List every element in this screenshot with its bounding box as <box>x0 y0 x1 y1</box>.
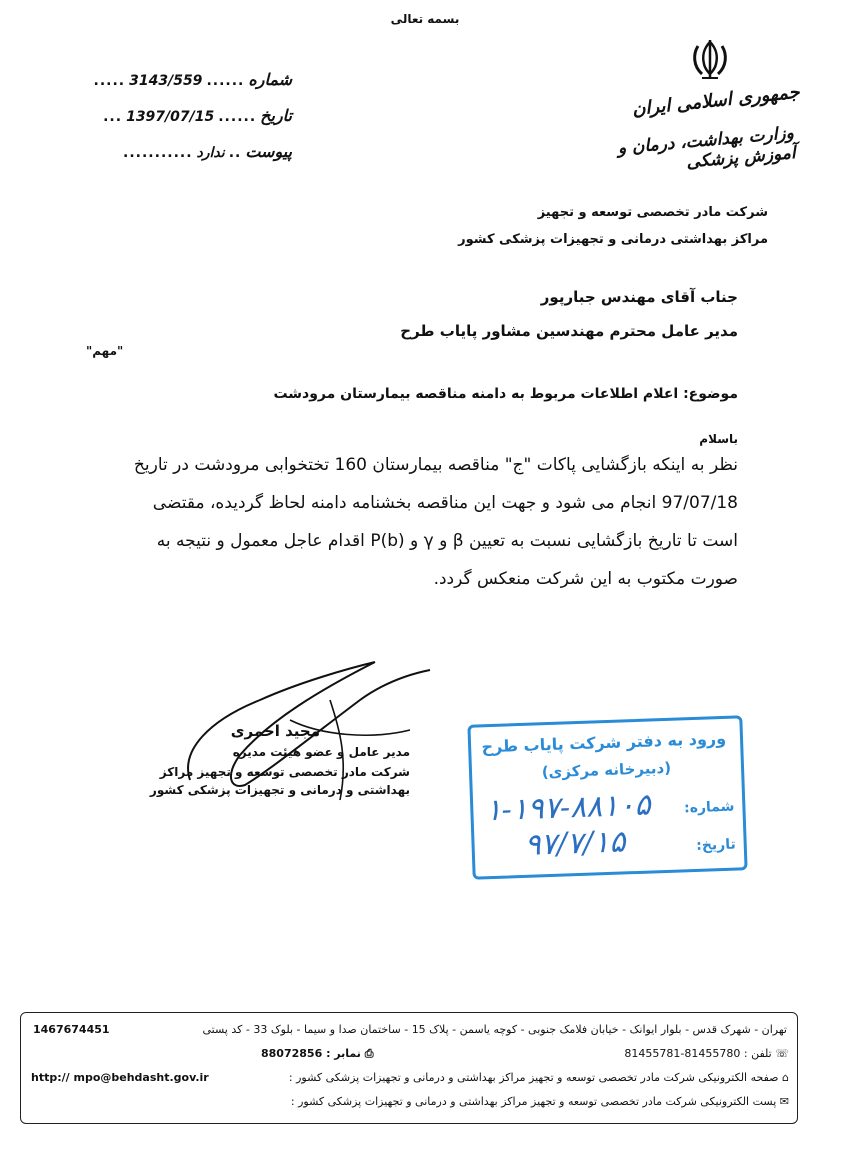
attachment-value: ندارد <box>196 145 225 161</box>
attachment-label: پیوست <box>245 142 292 161</box>
receipt-stamp <box>467 715 747 880</box>
signer-name: مجید احمری <box>230 722 320 740</box>
email-label: پست الکترونیکی شرکت مادر تخصصی توسعه و تجهیز مراکز بهداشتی و درمانی و تجهیزات پزشکی کشور : <box>290 1095 777 1108</box>
website-value: http:// mpo@behdasht.gov.ir <box>31 1071 209 1084</box>
number-value: 3143/559 <box>129 73 203 89</box>
dots: ...... <box>206 73 245 89</box>
web-icon: ⌂ <box>782 1071 789 1084</box>
footer-contact-box <box>20 1012 798 1124</box>
stamp-title: ورود به دفتر شرکت پایاب طرح <box>481 728 727 757</box>
organization-line-1: شرکت مادر تخصصی توسعه و تجهیز <box>537 205 768 220</box>
iran-emblem-icon <box>690 38 730 80</box>
subject-text: اعلام اطلاعات مربوط به دامنه مناقصه بیمارستان مرودشت <box>273 386 679 402</box>
signer-role-1: مدیر عامل و عضو هیئت مدیره <box>232 745 410 759</box>
dots: ...... <box>218 109 257 125</box>
letter-body <box>98 446 738 598</box>
fax-row <box>261 1047 374 1061</box>
bismillah-heading: بسمه تعالی <box>390 12 460 26</box>
government-title: جمهوری اسلامی ایران <box>631 81 801 121</box>
priority-mark: "مهم" <box>86 344 124 358</box>
signer-role-2: شرکت مادر تخصصی توسعه و تجهیز مراکز <box>159 765 410 779</box>
fax-label: نمابر : <box>326 1047 361 1060</box>
stamp-subtitle: (دبیرخانه مرکزی) <box>541 758 672 782</box>
phone-label: تلفن : <box>743 1047 772 1060</box>
attachment-row <box>92 142 292 161</box>
ministry-title: وزارت بهداشت، درمان و آموزش پزشکی <box>617 123 797 173</box>
dots: ..... <box>93 73 126 89</box>
subject-line <box>273 386 738 402</box>
number-label: شماره <box>248 70 292 89</box>
phone-icon: ☏ <box>775 1047 789 1060</box>
website-row <box>289 1071 789 1084</box>
stamp-date-value: ۹۷/۷/۱۵ <box>524 824 626 863</box>
organization-line-2: مراکز بهداشتی درمانی و تجهیزات پزشکی کشور <box>458 232 768 247</box>
body-line: نظر به اینکه بازگشایی پاکات "ج" مناقصه بیمارستان 160 تختخوابی مرودشت در تاریخ <box>133 455 738 475</box>
letter-date-row <box>92 106 292 125</box>
body-line: صورت مکتوب به این شرکت منعکس گردد. <box>433 569 738 589</box>
addressee-name: جناب آقای مهندس جبارپور <box>540 288 738 306</box>
dots: ........... <box>123 145 193 161</box>
body-line: است تا تاریخ بازگشایی نسبت به تعیین β و γ و P(b) اقدام عاجل معمول و نتیجه به <box>156 531 738 551</box>
fax-icon: ⎙ <box>364 1047 374 1060</box>
letter-number-row <box>92 70 292 89</box>
greeting: باسلام <box>699 432 738 446</box>
date-value: 1397/07/15 <box>126 109 215 125</box>
footer-address: تهران - شهرک قدس - بلوار ایوانک - خیابان فلامک جنوبی - کوچه یاسمن - پلاک 15 - ساختمان صدا و سیما - بلوک 33 - کد پستی <box>202 1023 787 1036</box>
body-line: 97/07/18 انجام می شود و جهت این مناقصه بخشنامه دامنه لحاظ گردیده، مقتضی <box>152 493 738 513</box>
subject-label: موضوع: <box>683 386 738 402</box>
email-row <box>291 1095 789 1108</box>
stamp-number-value: ۱-۱۹۷-۸۸۱۰۵ <box>484 787 652 829</box>
stamp-number-label: شماره: <box>683 798 735 817</box>
phone-value: 81455780-81455781 <box>624 1047 741 1060</box>
website-label: صفحه الکترونیکی شرکت مادر تخصصی توسعه و تجهیز مراکز بهداشتی و درمانی و تجهیزات پزشکی کشور : <box>288 1071 779 1084</box>
email-icon: ✉ <box>779 1095 789 1108</box>
phone-row <box>624 1047 789 1060</box>
signer-role-3: بهداشتی و درمانی و تجهیزات پزشکی کشور <box>149 783 410 797</box>
dots: .. <box>228 145 242 161</box>
postal-code: 1467674451 <box>33 1023 110 1036</box>
stamp-date-label: تاریخ: <box>695 836 736 854</box>
fax-value: 88072856 <box>261 1047 323 1060</box>
date-label: تاریخ <box>260 106 292 125</box>
addressee-title: مدیر عامل محترم مهندسین مشاور پایاب طرح <box>400 322 738 340</box>
dots: ... <box>103 109 123 125</box>
